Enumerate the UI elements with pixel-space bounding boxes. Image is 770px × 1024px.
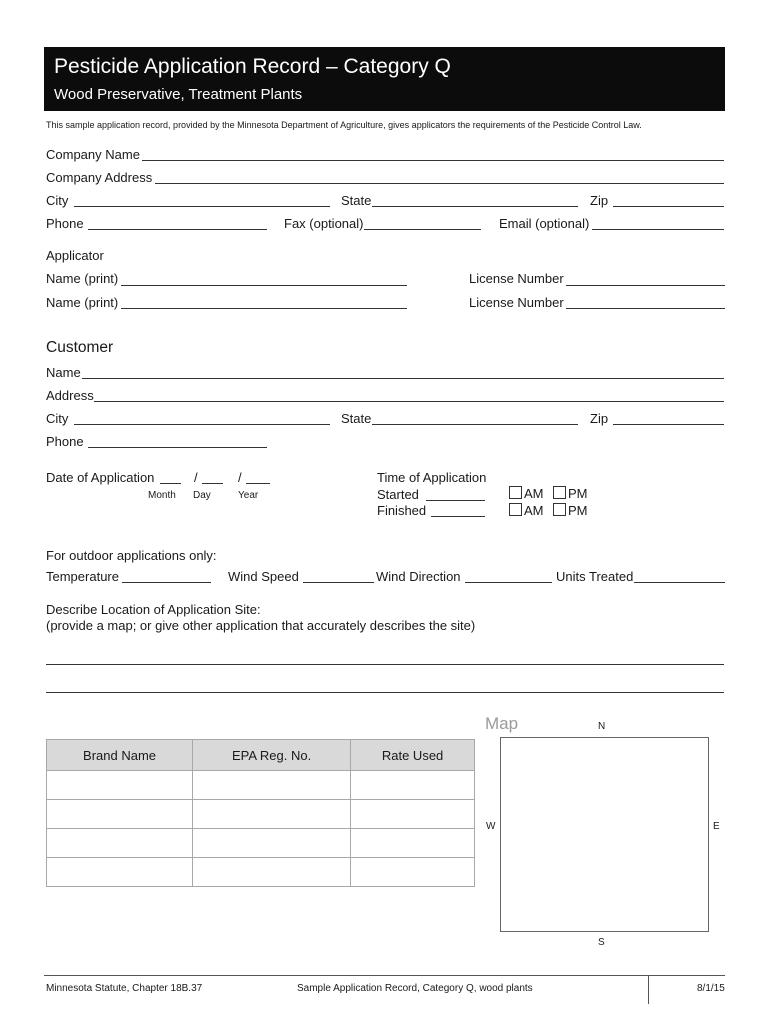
started-am-checkbox[interactable] xyxy=(509,486,522,499)
customer-phone-label: Phone xyxy=(46,434,84,449)
customer-city-label: City xyxy=(46,411,69,426)
wind-direction-field[interactable] xyxy=(465,582,552,583)
customer-name-label: Name xyxy=(46,365,81,380)
customer-state-field[interactable] xyxy=(372,424,578,425)
footer-title: Sample Application Record, Category Q, wood plants xyxy=(297,983,533,994)
customer-state-label: State xyxy=(341,411,372,426)
rate-used-cell[interactable] xyxy=(351,800,475,829)
time-finished-field[interactable] xyxy=(431,516,485,517)
started-pm-label: PM xyxy=(568,486,588,501)
rate-used-cell[interactable] xyxy=(351,771,475,800)
finished-pm-checkbox[interactable] xyxy=(553,503,566,516)
map-north-label: N xyxy=(598,721,606,732)
company-name-label: Company Name xyxy=(46,147,140,162)
location-line-2[interactable] xyxy=(46,692,724,693)
applicator-name-label-2: Name (print) xyxy=(46,295,119,310)
map-west-label: W xyxy=(486,821,496,832)
form-subtitle: Wood Preservative, Treatment Plants xyxy=(54,86,303,103)
started-pm-checkbox[interactable] xyxy=(553,486,566,499)
footer-date: 8/1/15 xyxy=(697,983,725,994)
units-treated-label: Units Treated xyxy=(556,569,634,584)
temperature-field[interactable] xyxy=(122,582,211,583)
epa-reg-header: EPA Reg. No. xyxy=(193,740,351,771)
map-east-label: E xyxy=(713,821,720,832)
table-row xyxy=(47,858,475,887)
units-treated-field[interactable] xyxy=(634,582,725,583)
finished-am-label: AM xyxy=(524,503,544,518)
brand-name-cell[interactable] xyxy=(47,800,193,829)
date-month-caption: Month xyxy=(148,490,176,501)
date-year-caption: Year xyxy=(238,490,259,501)
finished-am-option[interactable] xyxy=(509,503,544,518)
footer-divider xyxy=(44,975,725,976)
brand-table-header-row xyxy=(47,740,475,771)
date-separator-2: / xyxy=(238,470,242,485)
started-am-label: AM xyxy=(524,486,544,501)
applicator-heading: Applicator xyxy=(46,248,104,263)
form-title: Pesticide Application Record – Category Q xyxy=(54,55,451,78)
epa-reg-cell[interactable] xyxy=(193,858,351,887)
date-month-field[interactable] xyxy=(160,483,181,484)
time-started-label: Started xyxy=(377,487,419,502)
customer-phone-field[interactable] xyxy=(88,447,267,448)
date-day-caption: Day xyxy=(193,490,211,501)
time-label: Time of Application xyxy=(377,470,487,485)
company-address-label: Company Address xyxy=(46,170,153,185)
table-row xyxy=(47,800,475,829)
company-name-field[interactable] xyxy=(142,160,724,161)
customer-zip-field[interactable] xyxy=(613,424,724,425)
epa-reg-cell[interactable] xyxy=(193,771,351,800)
license-number-field-2[interactable] xyxy=(566,308,725,309)
company-phone-label: Phone xyxy=(46,216,84,231)
form-header xyxy=(44,47,725,111)
temperature-label: Temperature xyxy=(46,569,119,584)
rate-used-cell[interactable] xyxy=(351,858,475,887)
table-row xyxy=(47,771,475,800)
company-phone-field[interactable] xyxy=(88,229,267,230)
customer-zip-label: Zip xyxy=(590,411,609,426)
location-heading: Describe Location of Application Site: xyxy=(46,602,261,617)
started-am-option[interactable] xyxy=(509,486,544,501)
company-zip-label: Zip xyxy=(590,193,609,208)
date-day-field[interactable] xyxy=(202,483,223,484)
customer-address-label: Address xyxy=(46,388,94,403)
date-label: Date of Application xyxy=(46,470,155,485)
applicator-name-field-2[interactable] xyxy=(121,308,407,309)
customer-city-field[interactable] xyxy=(74,424,330,425)
company-email-field[interactable] xyxy=(592,229,724,230)
date-separator-1: / xyxy=(194,470,198,485)
table-row xyxy=(47,829,475,858)
company-state-field[interactable] xyxy=(372,206,578,207)
company-state-label: State xyxy=(341,193,372,208)
license-number-label-1: License Number xyxy=(469,271,564,286)
epa-reg-cell[interactable] xyxy=(193,800,351,829)
time-started-field[interactable] xyxy=(426,500,485,501)
customer-heading: Customer xyxy=(46,339,114,356)
outdoor-heading: For outdoor applications only: xyxy=(46,548,217,563)
customer-name-field[interactable] xyxy=(82,378,724,379)
company-zip-field[interactable] xyxy=(613,206,724,207)
applicator-name-label-1: Name (print) xyxy=(46,271,119,286)
footer-statute: Minnesota Statute, Chapter 18B.37 xyxy=(46,983,203,994)
rate-used-cell[interactable] xyxy=(351,829,475,858)
applicator-name-field-1[interactable] xyxy=(121,285,407,286)
wind-speed-label: Wind Speed xyxy=(228,569,299,584)
finished-pm-option[interactable] xyxy=(553,503,588,518)
location-line-1[interactable] xyxy=(46,664,724,665)
finished-pm-label: PM xyxy=(568,503,588,518)
wind-direction-label: Wind Direction xyxy=(376,569,461,584)
map-south-label: S xyxy=(598,937,605,948)
map-title: Map xyxy=(485,714,519,733)
brand-table xyxy=(46,739,475,887)
company-address-field[interactable] xyxy=(155,183,724,184)
brand-name-cell[interactable] xyxy=(47,829,193,858)
time-finished-label: Finished xyxy=(377,503,427,518)
brand-name-header: Brand Name xyxy=(47,740,193,771)
company-city-field[interactable] xyxy=(74,206,330,207)
location-subheading: (provide a map; or give other application that accurately describes the site) xyxy=(46,618,476,633)
license-number-field-1[interactable] xyxy=(566,285,725,286)
started-pm-option[interactable] xyxy=(553,486,588,501)
map-drawing-area[interactable] xyxy=(500,737,709,932)
brand-name-cell[interactable] xyxy=(47,771,193,800)
company-fax-field[interactable] xyxy=(364,229,481,230)
license-number-label-2: License Number xyxy=(469,295,564,310)
company-fax-label: Fax (optional) xyxy=(284,216,364,231)
intro-text: This sample application record, provided by the Minnesota Department of Agriculture, gives applicators the requirements of the Pesticide Control Law. xyxy=(46,120,642,130)
customer-address-field[interactable] xyxy=(94,401,724,402)
brand-name-cell[interactable] xyxy=(47,858,193,887)
company-email-label: Email (optional) xyxy=(499,216,590,231)
date-year-field[interactable] xyxy=(246,483,270,484)
finished-am-checkbox[interactable] xyxy=(509,503,522,516)
epa-reg-cell[interactable] xyxy=(193,829,351,858)
company-city-label: City xyxy=(46,193,69,208)
wind-speed-field[interactable] xyxy=(303,582,374,583)
footer-vertical-divider xyxy=(648,976,649,1004)
rate-used-header: Rate Used xyxy=(351,740,475,771)
